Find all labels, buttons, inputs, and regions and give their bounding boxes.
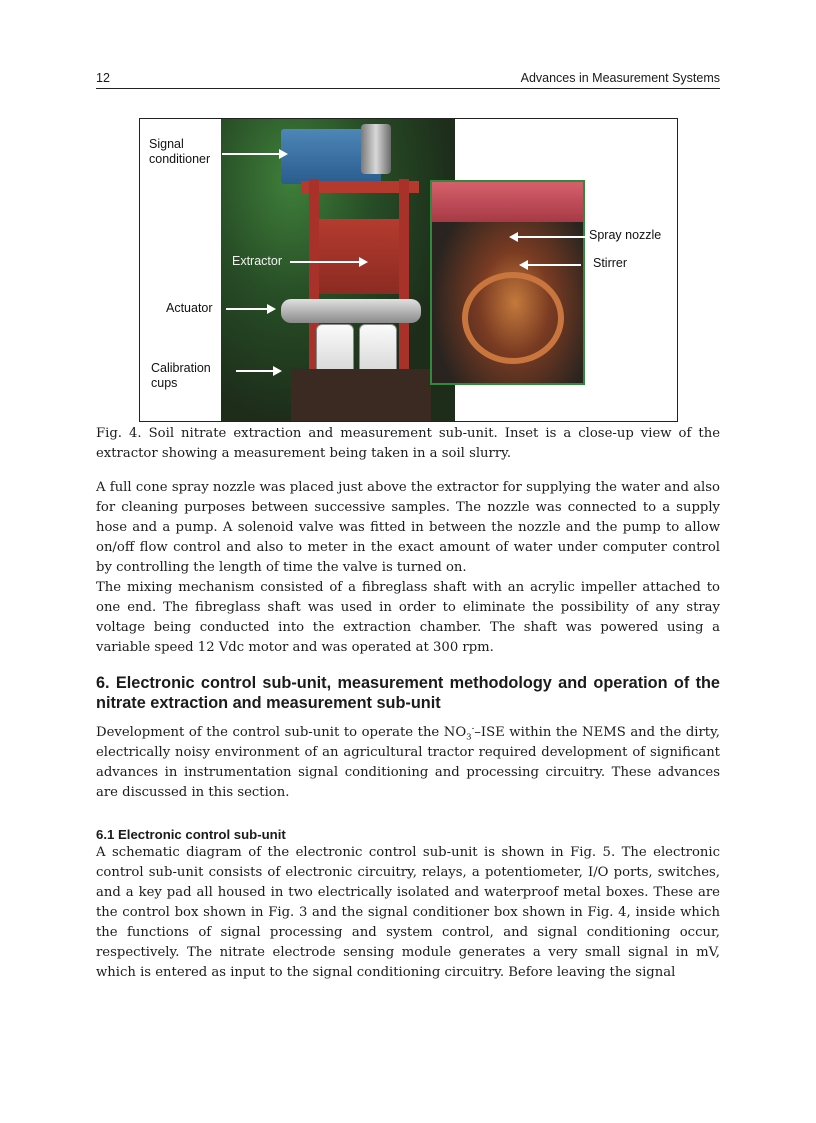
figure-caption: Fig. 4. Soil nitrate extraction and measurement sub-unit. Inset is a close-up view of the extractor showing a measurement being taken in a soil slurry. — [96, 426, 720, 461]
paragraph-mixing-mechanism: The mixing mechanism consisted of a fibreglass shaft with an acrylic impeller attached to one end. The fibreglass shaft was used in order to eliminate the possibility of any stray voltage being conducted into the extraction chamber. The shaft was powered using a variable speed 12 Vdc motor and was operated at 300 rpm. — [96, 580, 720, 655]
base-plate — [291, 369, 431, 421]
paragraph-control-sub-unit: A schematic diagram of the electronic control sub-unit is shown in Fig. 5. The electronic control sub-unit consists of electronic circuitry, relays, a potentiometer, I/O ports, switches, and a key pad all housed in two electrically isolated and waterproof metal boxes. These are the control box shown in Fig. 3 and the signal conditioner box shown in Fig. 4, inside which the functions of signal processing and system control, and signal conditioning occur, respectively. The nitrate electrode sensing module generates a very small signal in mV, which is entered as input to the signal conditioning circuitry. Before leaving the signal — [96, 845, 720, 980]
paragraph-spray-nozzle: A full cone spray nozzle was placed just above the extractor for supplying the water and also for cleaning purposes between successive samples. The nozzle was connected to a supply hose and a pump. A solenoid valve was fitted in between the nozzle and the pump to allow on/off flow control and also to meter in the exact amount of water under computer control by controlling the length of time the valve is turned on. — [96, 480, 720, 575]
label-calibration-cups: Calibration cups — [151, 361, 211, 390]
arrow-calibration-cups — [236, 370, 280, 372]
label-extractor: Extractor — [232, 254, 283, 268]
arrow-spray-nozzle — [511, 236, 587, 238]
subsection-heading: 6.1 Electronic control sub-unit — [96, 827, 286, 842]
label-stirrer: Stirrer — [593, 256, 628, 270]
page-header — [96, 71, 720, 89]
extractor-inset-photo — [430, 180, 585, 385]
extraction-unit-photo — [221, 119, 455, 421]
label-signal-conditioner: Signal conditioner — [149, 137, 211, 166]
label-spray-nozzle: Spray nozzle — [589, 228, 662, 242]
body-text-block-1 — [96, 478, 720, 658]
running-title: Advances in Measurement Systems — [520, 71, 720, 85]
section-heading: 6. Electronic control sub-unit, measurement methodology and operation of the nitrate extraction and measurement sub-unit — [96, 674, 720, 712]
stirrer-ring — [462, 272, 564, 364]
arrow-extractor — [290, 261, 366, 263]
actuator-body — [281, 299, 421, 323]
motor-cylinder — [361, 124, 391, 174]
label-actuator: Actuator — [166, 301, 213, 315]
arrow-actuator — [226, 308, 274, 310]
page-number: 12 — [96, 71, 110, 85]
figure-4 — [139, 118, 678, 422]
arrow-stirrer — [521, 264, 581, 266]
inset-red-area — [432, 182, 583, 222]
arrow-signal-conditioner — [222, 153, 286, 155]
frame-right — [399, 179, 409, 369]
paragraph-control-development: Development of the control sub-unit to operate the $NO_3^-$–ISE within the NEMS and the dirty, electrically noisy environment of an agricultural tractor required development of significant advances in instrumentation signal conditioning and processing circuitry. These advances are discussed in this section. — [96, 723, 720, 800]
